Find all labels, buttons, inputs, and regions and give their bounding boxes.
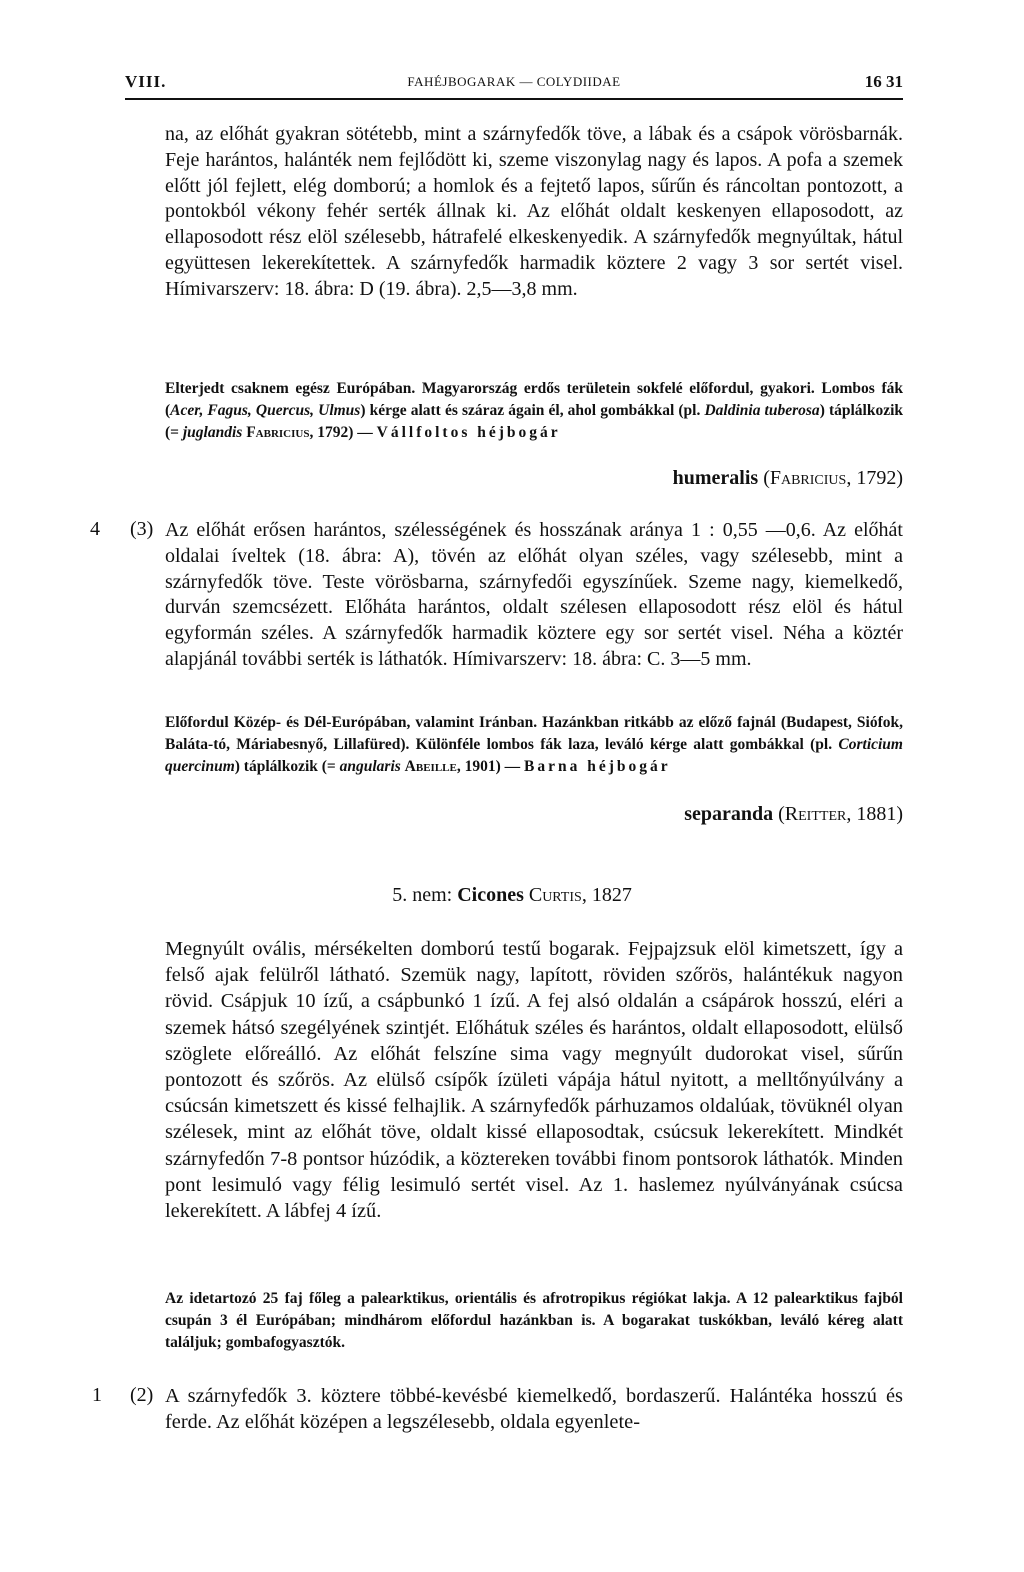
- note-text: ) táplálkozik (=: [165, 402, 904, 441]
- species-description-continuation: na, az előhát gyakran sötétebb, mint a szárnyfedők töve, a lábak és a csápok vörösbarnák. Feje harántos, halánték nem fejlődött ki, szeme viszonylag nagy és lapos. A pofa a szemek előtt jól fejlett, elég domború; a homlok és a fejtető lapos, sűrűn és ráncoltan pontozott, a pontokból vékony fehér serték állnak ki. Az előhát oldalt keskenyen ellaposodott, az ellaposodott rész elöl szélesebb, hátrafelé elkeskenyedik. A szárnyfedők megnyúltak, hátul együttesen lekerekítettek. A szárnyfedők harmadik köztere 2 vagy 3 sor sertét visel. Hímivarszerv: 18. ábra: D (19. ábra). 2,5—3,8 mm.: [165, 123, 903, 300]
- species-year: , 1792): [846, 467, 903, 489]
- note-text: Elterjedt csaknem egész Európában. Magyarország erdős területein sokfelé előfordul, gyakori. Lombos fák (: [165, 380, 903, 419]
- species-author: Fabricius: [769, 467, 847, 489]
- host-genera: Acer, Fagus, Quercus, Ulmus: [170, 402, 361, 419]
- volume-number: VIII.: [125, 72, 167, 91]
- genus-note: Az idetartozó 25 faj főleg a palearktikus, orientális és afrotropikus régiókat lakja. A 12 palearktikus fajból csupán 3 él Európában; mindhárom előfordul hazánkban is. A bogarakat tuskókban, leváló kéreg alatt találjuk; gombafogyasztók.: [165, 1290, 903, 1351]
- note-text: Előfordul Közép- és Dél-Európában, valamint Iránban. Hazánkban ritkább az előző fajnál (Budapest, Siófok, Baláta-tó, Máriabesnyő, Lillafüred). Különféle lombos fák laza, leváló kérge alatt gombákkal (pl.: [165, 714, 903, 753]
- host-fungus: Corticium quercinum: [165, 736, 903, 775]
- page-number: 16 31: [864, 72, 903, 91]
- species-year: , 1881): [846, 803, 903, 825]
- couplet-reference: (2): [130, 1384, 154, 1406]
- genus-prefix: 5. nem:: [392, 884, 458, 906]
- synonym-name: juglandis: [182, 424, 243, 441]
- species-author-prefix: (: [773, 803, 785, 825]
- species-heading-separanda: [684, 803, 903, 826]
- synonym-author: Abeille: [404, 758, 457, 775]
- note-text: , 1901) —: [456, 758, 525, 775]
- couplet-4-text: Az előhát erősen harántos, szélességének és hosszának aránya 1 : 0,55 —0,6. Az előhát oldalai íveltek (18. ábra: A), tövén az előhát olyan széles, vagy szélesebb, mint a szárnyfedők töve. Teste vörösbarna, szárnyfedői egyszínűek. Szeme nagy, kiemelkedő, durván szemcsézett. Előháta harántos, oldalt szélesen ellaposodott rész elöl és hátul egyformán széles. A szárnyfedők harmadik köztere egy sor sertét visel. Néha a köztér alapjánál további serték is láthatók. Hímivarszerv: 18. ábra: C. 3—5 mm.: [165, 519, 903, 670]
- genus-description: Megnyúlt ovális, mérsékelten domború testű bogarak. Fejpajzsuk elöl kimetszett, így a felső ajak felülről látható. Szemük nagy, lapított, röviden szőrös, halántékuk nagyon rövid. Csápjuk 10 ízű, a csápbunkó 1 ízű. A fej alsó oldalán a csápárok hosszú, eléri a szemek hátsó szegélyének szintjét. Előhátuk széles és harántos, oldalt ellaposodott, elülső szöglete előreálló. Az előhát felszíne sima vagy megnyúlt dudorokat visel, sűrűn pontozott és szőrös. Az elülső csípők ízületi vápája hátul nyitott, a melltőnyúlvány a csúcsán kimetszett és kissé felhajlik. A szárnyfedők párhuzamos oldalúak, tövüknél olyan szélesek, mint az előhát töve, oldalt kissé ellaposodtak, csúcsuk lekerekített. Mindkét szárnyfedőn 7-8 pontsor húzódik, a köztereken további finom pontsorok láthatók. Minden pont lesimuló vagy félig lesimuló sertét visel. Az 1. haslemez nyúlványának csúcsa lekerekített. A lábfej 4 ízű.: [165, 938, 903, 1223]
- genus-year: , 1827: [581, 884, 632, 906]
- couplet-reference: (3): [130, 518, 154, 540]
- distribution-note-separanda: [165, 712, 903, 778]
- synonym-name: angularis: [339, 758, 401, 775]
- species-author-prefix: (: [758, 467, 770, 489]
- common-name: Barna héjbogár: [524, 758, 671, 775]
- species-author: Reitter: [784, 803, 847, 825]
- header-rule: [125, 98, 903, 100]
- host-fungus: Daldinia tuberosa: [704, 402, 820, 419]
- genus-heading: [0, 884, 1024, 907]
- species-heading-humeralis: [673, 467, 903, 490]
- species-name: humeralis: [672, 467, 759, 489]
- couplet-1-text: A szárnyfedők 3. köztere többé-kevésbé kiemelkedő, bordaszerű. Halántéka hosszú és ferde. Az előhát középen a legszélesebb, oldala egyenlete-: [165, 1385, 903, 1433]
- note-text: ) táplálkozik (=: [234, 758, 340, 775]
- running-header: [125, 72, 903, 98]
- couplet-number: 4: [90, 518, 100, 540]
- common-name: Vállfoltos héjbogár: [376, 424, 561, 441]
- species-name: separanda: [684, 803, 774, 825]
- couplet-number: 1: [92, 1384, 102, 1406]
- genus-name: Cicones: [457, 884, 524, 906]
- note-text: ) kérge alatt és száraz ágain él, ahol gombákkal (pl.: [360, 402, 705, 419]
- distribution-note-humeralis: [165, 378, 903, 444]
- genus-author: Curtis: [528, 884, 582, 906]
- running-title: FAHÉJBOGARAK — COLYDIIDAE: [407, 74, 621, 89]
- note-text: , 1792) —: [309, 424, 377, 441]
- synonym-author: Fabricius: [246, 424, 310, 441]
